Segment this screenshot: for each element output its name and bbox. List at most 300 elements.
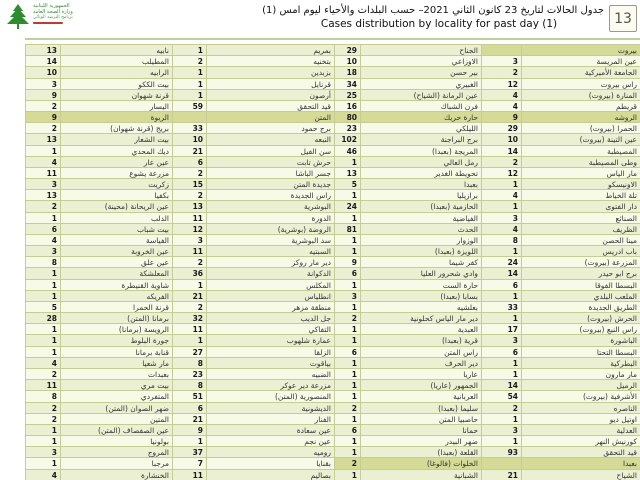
logo-line-1: الجمهورية اللبنانية xyxy=(33,3,70,9)
locality-cell: الفياسة xyxy=(61,235,173,246)
locality-cell: الدلب xyxy=(61,213,173,224)
case-count-cell: 1 xyxy=(335,246,361,257)
case-count-cell xyxy=(173,112,207,123)
case-count-cell: 21 xyxy=(482,470,522,480)
case-count-cell: 3 xyxy=(26,79,61,90)
locality-cell: راس بيروت xyxy=(522,79,640,90)
case-count-cell: 24 xyxy=(482,257,522,268)
locality-cell: جل الديب xyxy=(207,313,335,324)
locality-cell: الناصره xyxy=(522,403,640,414)
case-count-cell: 2 xyxy=(173,56,207,67)
locality-cell: تحويطة الغدير xyxy=(361,168,482,179)
locality-cell: الليلكي xyxy=(361,123,482,134)
locality-cell: برج حمود xyxy=(207,123,335,134)
locality-cell: البوشرية xyxy=(207,201,335,212)
case-count-cell: 23 xyxy=(173,369,207,380)
case-count-cell: 4 xyxy=(482,90,522,101)
locality-cell: عين التينة (بيروت) xyxy=(522,134,640,145)
locality-cell: راس الجديدة xyxy=(207,190,335,201)
case-count-cell: 3 xyxy=(482,56,522,67)
locality-cell: البسطا الفوقا xyxy=(522,280,640,291)
case-count-cell: 9 xyxy=(482,112,522,123)
case-count-cell: 3 xyxy=(482,425,522,436)
case-count-cell: 11 xyxy=(173,324,207,335)
case-count-cell: 9 xyxy=(173,425,207,436)
locality-cell: البسطا التحتا xyxy=(522,347,640,358)
logo-red-bar xyxy=(33,22,63,24)
locality-cell: الوزوار xyxy=(361,235,482,246)
locality-cell: الأشرفية (بيروت) xyxy=(522,391,640,402)
locality-cell: جورة البلوط xyxy=(61,335,173,346)
case-count-cell: 4 xyxy=(482,101,522,112)
case-count-cell: 8 xyxy=(173,380,207,391)
locality-cell: المنارة (بيروت) xyxy=(522,90,640,101)
case-count-cell: 3 xyxy=(26,179,61,190)
case-count-cell: 1 xyxy=(26,213,61,224)
locality-cell: عمارة شلهوب xyxy=(207,335,335,346)
locality-cell: الروشه xyxy=(522,112,640,123)
case-count-cell: 1 xyxy=(335,369,361,380)
case-count-cell: 1 xyxy=(482,313,522,324)
locality-cell: بزبدين xyxy=(207,67,335,78)
logo-line-2: وزارة الصحة العامة xyxy=(33,9,73,15)
case-count-cell: 46 xyxy=(335,146,361,157)
case-count-cell: 24 xyxy=(335,201,361,212)
case-count-cell: 1 xyxy=(335,470,361,480)
case-count-cell: 11 xyxy=(26,380,61,391)
case-count-cell: 2 xyxy=(482,403,522,414)
case-count-cell: 13 xyxy=(26,45,61,56)
locality-cell: قيد التحقق xyxy=(522,447,640,458)
locality-cell: الضبيه xyxy=(207,369,335,380)
locality-cell: عين نجم xyxy=(207,436,335,447)
locality-cell: برج البراجنة xyxy=(361,134,482,145)
case-count-cell: 13 xyxy=(335,168,361,179)
case-count-cell: 2 xyxy=(335,403,361,414)
locality-cell: رمل العالي xyxy=(361,157,482,168)
case-count-cell: 15 xyxy=(173,179,207,190)
locality-cell: ضهر الصوان (المتن) xyxy=(61,403,173,414)
locality-cell: الرابيه xyxy=(61,67,173,78)
case-count-cell: 1 xyxy=(335,213,361,224)
case-count-cell: 2 xyxy=(173,190,207,201)
case-count-cell: 3 xyxy=(26,246,61,257)
locality-cell: البطركية xyxy=(522,358,640,369)
locality-cell: الدكوانة xyxy=(207,268,335,279)
locality-cell: المتفردي xyxy=(61,391,173,402)
locality-cell: قيد التحقق xyxy=(207,101,335,112)
locality-cell: ديك المحدي xyxy=(61,146,173,157)
locality-cell: وادي شحرور العليا xyxy=(361,268,482,279)
locality-cell: بير حسن xyxy=(361,67,482,78)
case-count-cell: 1 xyxy=(26,324,61,335)
locality-cell: الجمهور (عاريا) xyxy=(361,380,482,391)
locality-cell: المعلشكة xyxy=(61,268,173,279)
locality-cell: مزرعة دير عوكر xyxy=(207,380,335,391)
case-count-cell: 2 xyxy=(173,302,207,313)
locality-cell: العدلية xyxy=(522,425,640,436)
case-count-cell: 1 xyxy=(26,458,61,469)
case-count-cell: 3 xyxy=(482,335,522,346)
case-count-cell: 11 xyxy=(173,213,207,224)
locality-cell: الطريق الجديدة xyxy=(522,302,640,313)
case-count-cell: 3 xyxy=(335,291,361,302)
locality-cell: حاصبيا المتن xyxy=(361,414,482,425)
case-count-cell: 1 xyxy=(482,246,522,257)
locality-cell: بيت الشعار xyxy=(61,134,173,145)
locality-cell: عين الرمانة (الشياح) xyxy=(361,90,482,101)
case-count-cell: 4 xyxy=(26,470,61,480)
title-arabic: جدول الحالات لتاريخ 23 كانون الثاني 2021– حسب البلدات والأحياء ليوم امس (1) xyxy=(262,5,604,16)
locality-cell: برج ابو حيدر xyxy=(522,268,640,279)
locality-cell: سد البوشرية xyxy=(207,235,335,246)
case-count-cell: 2 xyxy=(26,403,61,414)
locality-cell: تلة الخياط xyxy=(522,190,640,201)
locality-cell: بمريم xyxy=(207,45,335,56)
locality-cell: المكلس xyxy=(207,280,335,291)
locality-cell: عين الخروبة xyxy=(61,246,173,257)
case-count-cell: 6 xyxy=(335,425,361,436)
locality-cell: بريج (قرنة شهوان) xyxy=(61,123,173,134)
locality-cell: الغبيري xyxy=(361,79,482,90)
locality-cell: بعبدات xyxy=(61,369,173,380)
case-count-cell: 2 xyxy=(26,414,61,425)
locality-cell: المصيطبة xyxy=(522,146,640,157)
case-count-cell: 1 xyxy=(173,79,207,90)
case-count-cell: 1 xyxy=(482,436,522,447)
case-count-cell: 1 xyxy=(482,358,522,369)
case-count-cell: 1 xyxy=(482,414,522,425)
case-count-cell: 1 xyxy=(26,335,61,346)
locality-cell: قرنايل xyxy=(207,79,335,90)
case-count-cell: 9 xyxy=(335,257,361,268)
title-english: Cases distribution by locality for past day (1) xyxy=(320,18,558,30)
case-count-cell: 1 xyxy=(26,280,61,291)
case-count-cell: 9 xyxy=(26,90,61,101)
case-count-cell: 21 xyxy=(173,414,207,425)
locality-cell: مزرعة يشوع xyxy=(61,168,173,179)
locality-cell: الشياح xyxy=(522,470,640,480)
locality-cell: الظريف xyxy=(522,224,640,235)
case-count-cell: 1 xyxy=(26,347,61,358)
locality-cell: الرميل xyxy=(522,380,640,391)
case-count-cell: 12 xyxy=(482,79,522,90)
locality-cell: الصنائع xyxy=(522,213,640,224)
case-count-cell: 8 xyxy=(26,257,61,268)
case-count-cell: 2 xyxy=(173,257,207,268)
locality-cell: الروضة (بوشرية) xyxy=(207,224,335,235)
ministry-logo xyxy=(6,3,73,35)
case-count-cell: 1 xyxy=(335,380,361,391)
locality-cell: التفاكي xyxy=(207,324,335,335)
case-count-cell: 13 xyxy=(26,134,61,145)
case-count-cell: 2 xyxy=(26,369,61,380)
locality-cell: الحازمية (بعبدا) xyxy=(361,201,482,212)
case-count-cell: 11 xyxy=(173,246,207,257)
locality-cell: سن الفيل xyxy=(207,146,335,157)
locality-cell: الجناح xyxy=(361,45,482,56)
locality-cell: بيروت xyxy=(522,45,640,56)
case-count-cell: 5 xyxy=(26,302,61,313)
locality-cell: حمانا xyxy=(361,425,482,436)
case-count-cell: 51 xyxy=(173,391,207,402)
case-count-cell: 36 xyxy=(173,268,207,279)
locality-cell: شاوية القنيطرة xyxy=(61,280,173,291)
locality-cell: القلعة (بعبدا) xyxy=(361,447,482,458)
case-count-cell: 37 xyxy=(173,447,207,458)
locality-cell: برازيليا xyxy=(361,190,482,201)
case-count-cell: 28 xyxy=(26,313,61,324)
locality-cell: الخلوات (فالوغا) xyxy=(361,458,482,469)
locality-cell: الباشورة xyxy=(522,335,640,346)
locality-cell: الربوة xyxy=(61,112,173,123)
locality-cell: جسر الباشا xyxy=(207,168,335,179)
locality-cell: قنابة برمانا xyxy=(61,347,173,358)
locality-cell: برمانا (المتن) xyxy=(61,313,173,324)
locality-cell: باب ادريس xyxy=(522,246,640,257)
case-count-cell: 1 xyxy=(335,190,361,201)
case-count-cell: 1 xyxy=(335,335,361,346)
case-count-cell: 5 xyxy=(335,179,361,190)
locality-cell: العربانية xyxy=(361,391,482,402)
locality-cell: جديدة المتن xyxy=(207,179,335,190)
case-count-cell: 25 xyxy=(335,90,361,101)
locality-cell: عين علق xyxy=(61,257,173,268)
header-divider xyxy=(25,38,640,40)
case-count-cell: 1 xyxy=(482,369,522,380)
locality-cell: فرن الشباك xyxy=(361,101,482,112)
case-count-cell: 1 xyxy=(335,280,361,291)
case-count-cell: 1 xyxy=(26,291,61,302)
locality-cell: الدورة xyxy=(207,213,335,224)
locality-cell: كفر شيما xyxy=(361,257,482,268)
locality-cell: عاريا xyxy=(361,369,482,380)
locality-cell: دير مار الياس كحلونية xyxy=(361,313,482,324)
case-count-cell: 2 xyxy=(335,313,361,324)
case-count-cell: 18 xyxy=(335,67,361,78)
locality-cell: الجامعة الأميركية xyxy=(522,67,640,78)
case-count-cell: 10 xyxy=(482,134,522,145)
case-count-cell: 2 xyxy=(482,67,522,78)
locality-cell: الحدث xyxy=(361,224,482,235)
cedar-icon xyxy=(6,3,30,35)
locality-cell: الاونيسكو xyxy=(522,179,640,190)
case-count-cell: 1 xyxy=(335,324,361,335)
locality-cell: سليما (بعبدا) xyxy=(361,403,482,414)
case-count-cell: 1 xyxy=(26,425,61,436)
case-count-cell: 17 xyxy=(482,324,522,335)
case-count-cell: 81 xyxy=(335,224,361,235)
case-count-cell: 6 xyxy=(482,280,522,291)
locality-cell: اللويزة (بعبدا) xyxy=(361,246,482,257)
case-count-cell: 33 xyxy=(173,123,207,134)
case-count-cell: 93 xyxy=(482,447,522,458)
locality-cell: الحرش (بيروت) xyxy=(522,313,640,324)
case-count-cell: 6 xyxy=(26,224,61,235)
case-count-cell: 4 xyxy=(26,358,61,369)
locality-cell: بياقوت xyxy=(207,358,335,369)
case-count-cell: 9 xyxy=(26,112,61,123)
locality-cell: كورنيش النهر xyxy=(522,436,640,447)
case-count-cell: 13 xyxy=(173,201,207,212)
locality-cell: بيت الككو xyxy=(61,79,173,90)
case-count-cell: 1 xyxy=(26,146,61,157)
case-count-cell: 4 xyxy=(26,235,61,246)
case-count-cell: 3 xyxy=(173,235,207,246)
case-count-cell: 2 xyxy=(482,157,522,168)
locality-cell: عين الريحانة (محينة) xyxy=(61,201,173,212)
case-count-cell: 1 xyxy=(482,179,522,190)
page-title xyxy=(262,5,604,30)
case-count-cell: 1 xyxy=(173,436,207,447)
locality-cell: المروج xyxy=(61,447,173,458)
locality-cell: العبدية xyxy=(361,324,482,335)
locality-cell: وطى المصيطبة xyxy=(522,157,640,168)
case-count-cell: 2 xyxy=(335,458,361,469)
locality-cell: حرش تابت xyxy=(207,157,335,168)
locality-cell: حارة حريك xyxy=(361,112,482,123)
locality-cell: بقنايا xyxy=(207,458,335,469)
locality-cell: المنصورية (المتن) xyxy=(207,391,335,402)
locality-cell: بعبدا xyxy=(522,458,640,469)
locality-cell: المزرعة (بيروت) xyxy=(522,257,640,268)
locality-cell: بيت مري xyxy=(61,380,173,391)
case-count-cell: 10 xyxy=(173,134,207,145)
locality-cell: الزلقا xyxy=(207,347,335,358)
case-count-cell: 6 xyxy=(173,157,207,168)
locality-cell: بكفيا xyxy=(61,190,173,201)
logo-line-3: برنامج الترصد الوبائي xyxy=(33,15,73,20)
case-count-cell: 80 xyxy=(335,112,361,123)
locality-cell: الفياضية xyxy=(361,213,482,224)
locality-cell: منطقة مزهر xyxy=(207,302,335,313)
case-count-cell: 29 xyxy=(482,123,522,134)
case-count-cell: 7 xyxy=(173,458,207,469)
locality-cell: السبتيه xyxy=(207,246,335,257)
case-count-cell: 2 xyxy=(26,201,61,212)
locality-cell: زكريت xyxy=(61,179,173,190)
case-count-cell: 1 xyxy=(173,280,207,291)
case-count-cell xyxy=(482,45,522,56)
case-count-cell: 14 xyxy=(482,268,522,279)
locality-cell: أرصون xyxy=(207,90,335,101)
locality-cell: حارة الست xyxy=(361,280,482,291)
case-count-cell: 33 xyxy=(482,302,522,313)
locality-cell: المتين xyxy=(61,414,173,425)
case-count-cell: 21 xyxy=(173,291,207,302)
case-count-cell: 1 xyxy=(26,436,61,447)
locality-cell: اليسار xyxy=(61,101,173,112)
locality-cell: عين سعادة xyxy=(207,425,335,436)
locality-cell: الديشونية xyxy=(207,403,335,414)
case-count-cell: 23 xyxy=(335,123,361,134)
locality-cell: بيت شباب xyxy=(61,224,173,235)
locality-cell: اوتيل ديو xyxy=(522,414,640,425)
locality-cell: الشبانية xyxy=(361,470,482,480)
locality-cell: مار شعيا xyxy=(61,358,173,369)
case-count-cell: 8 xyxy=(482,235,522,246)
locality-cell: قرنة شهوان xyxy=(61,90,173,101)
case-count-cell: 12 xyxy=(482,168,522,179)
case-count-cell: 4 xyxy=(26,157,61,168)
logo-text xyxy=(33,3,73,24)
locality-cell: بصاليم xyxy=(207,470,335,480)
case-count-cell: 59 xyxy=(173,101,207,112)
case-count-cell: 3 xyxy=(482,213,522,224)
case-count-cell: 14 xyxy=(26,56,61,67)
case-count-cell: 14 xyxy=(482,380,522,391)
case-count-cell: 1 xyxy=(335,157,361,168)
case-count-cell: 11 xyxy=(173,470,207,480)
locality-cell: مار الياس xyxy=(522,168,640,179)
page-number-badge: 13 xyxy=(609,5,637,32)
case-count-cell: 32 xyxy=(173,313,207,324)
case-count-cell: 1 xyxy=(335,414,361,425)
locality-cell: مرجبا xyxy=(61,458,173,469)
case-count-cell: 8 xyxy=(173,358,207,369)
locality-cell: عين عار xyxy=(61,157,173,168)
locality-cell: قرية (بعبدا) xyxy=(361,335,482,346)
locality-cell: بسابا (بعبدا) xyxy=(361,291,482,302)
case-count-cell: 1 xyxy=(173,335,207,346)
case-count-cell: 12 xyxy=(173,224,207,235)
case-count-cell: 6 xyxy=(335,268,361,279)
locality-cell: قريطم xyxy=(522,101,640,112)
locality-cell: الفريكه xyxy=(61,291,173,302)
locality-cell: المتن xyxy=(207,112,335,123)
case-count-cell: 4 xyxy=(482,190,522,201)
case-count-cell: 11 xyxy=(26,168,61,179)
case-count-cell: 2 xyxy=(26,101,61,112)
locality-cell: بعلشيه xyxy=(361,302,482,313)
case-count-cell: 1 xyxy=(335,447,361,458)
case-count-cell: 1 xyxy=(335,391,361,402)
locality-cell: انطلياس xyxy=(207,291,335,302)
locality-cell: دار الفتوى xyxy=(522,201,640,212)
case-count-cell: 1 xyxy=(26,268,61,279)
locality-cell: راس المتن xyxy=(361,347,482,358)
locality-cell: عين المريسة xyxy=(522,56,640,67)
locality-cell: دير الحرف xyxy=(361,358,482,369)
case-count-cell: 6 xyxy=(335,347,361,358)
case-count-cell: 16 xyxy=(335,101,361,112)
locality-cell: المطيلب xyxy=(61,56,173,67)
case-count-cell: 1 xyxy=(173,45,207,56)
locality-cell: الاوزاعي xyxy=(361,56,482,67)
case-count-cell: 10 xyxy=(335,56,361,67)
case-count-cell: 1 xyxy=(173,67,207,78)
case-count-cell: 1 xyxy=(173,90,207,101)
locality-cell: الفنار xyxy=(207,414,335,425)
case-count-cell: 1 xyxy=(335,436,361,447)
case-count-cell: 13 xyxy=(26,190,61,201)
case-count-cell: 4 xyxy=(482,224,522,235)
locality-cell: الحمرا (بيروت) xyxy=(522,123,640,134)
case-count-cell: 1 xyxy=(335,358,361,369)
locality-cell: الملعب البلدي xyxy=(522,291,640,302)
locality-cell: النبعه xyxy=(207,134,335,145)
locality-cell: روميه xyxy=(207,447,335,458)
locality-cell: قرنة الحمرا xyxy=(61,302,173,313)
case-count-cell: 14 xyxy=(482,146,522,157)
case-count-cell: 2 xyxy=(173,168,207,179)
case-count-cell: 6 xyxy=(482,347,522,358)
locality-cell: الرويسة (برمانا) xyxy=(61,324,173,335)
locality-cell: بولونيا xyxy=(61,436,173,447)
case-count-cell: 21 xyxy=(173,146,207,157)
locality-cell: مار مارون xyxy=(522,369,640,380)
case-count-cell xyxy=(482,458,522,469)
